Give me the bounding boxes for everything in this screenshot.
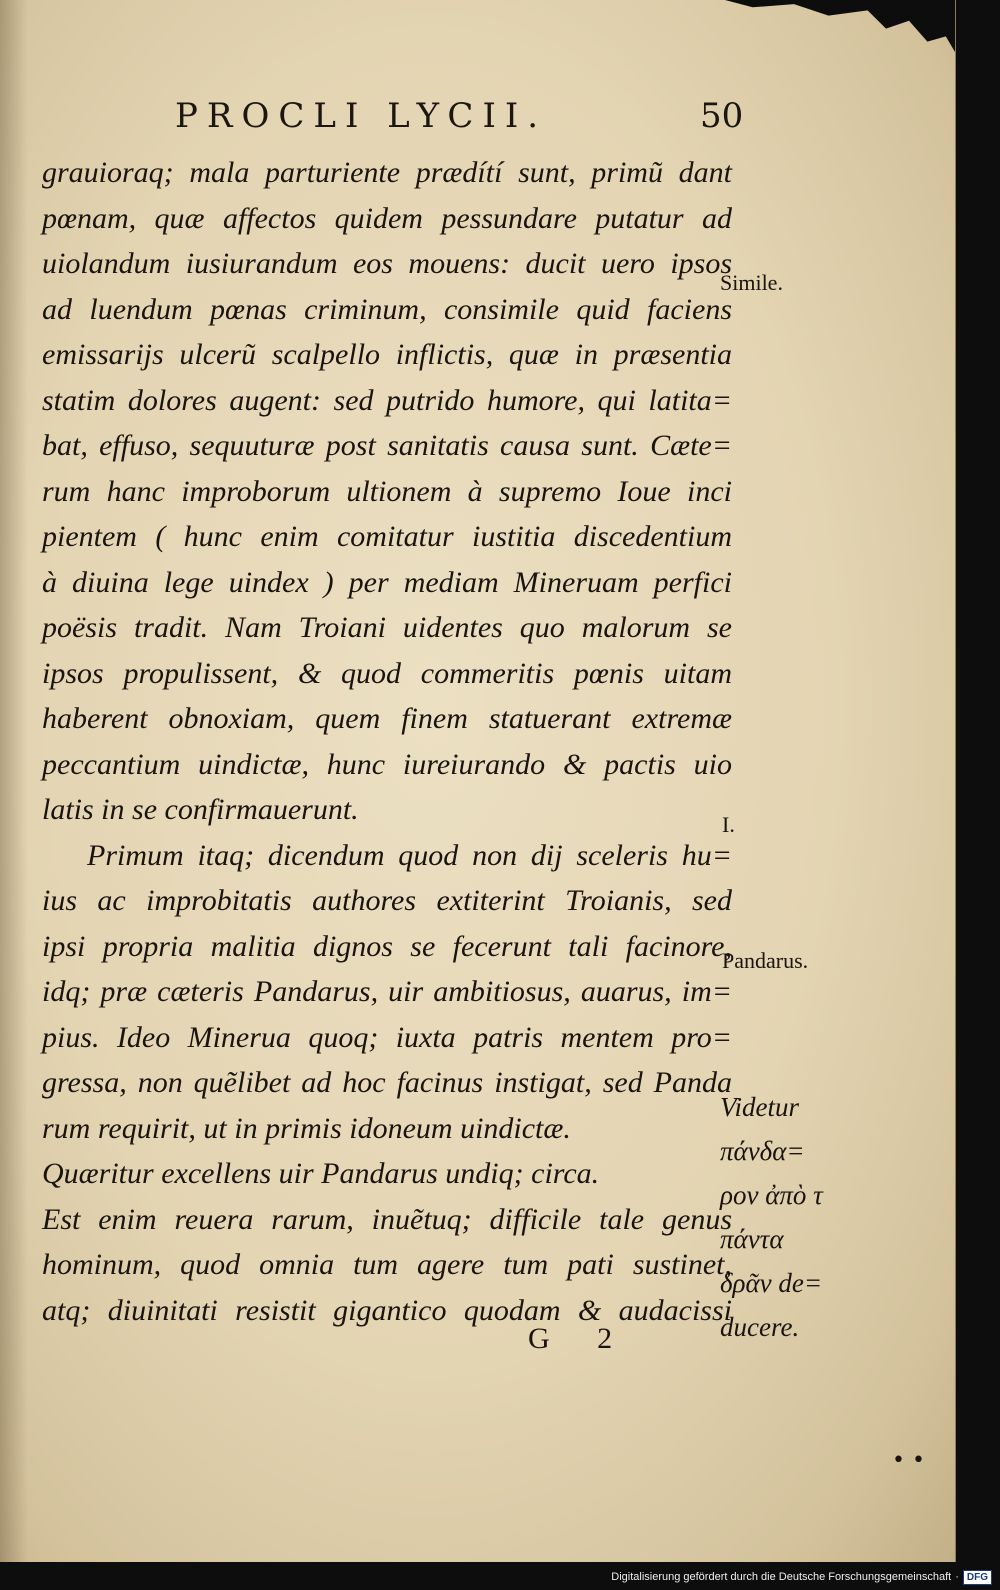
running-title: PROCLI LYCII. — [175, 96, 548, 136]
text-line: poësis tradit. Nam Troiani uidentes quo malorum se — [42, 611, 732, 644]
text-line: ipsos propulissent, & quod commeritis pœnis uitam — [42, 656, 732, 690]
margin-note-numeral: I. — [722, 812, 735, 837]
dfg-logo-icon: DFG — [963, 1570, 992, 1585]
text-line: haberent obnoxiam, quem finem statuerant extremæ — [42, 702, 732, 735]
text-line: rum hanc improborum ultionem à supremo Ioue inci — [42, 474, 732, 508]
text-line: pientem ( hunc enim comitatur iustitia discedentium — [42, 520, 732, 553]
text-line: pœnam, quæ affectos quidem pessundare putatur ad — [42, 201, 732, 235]
gloss-line: πάνδα= — [720, 1136, 805, 1166]
text-line: ipsi propria malitia dignos se fecerunt tali facinore, — [42, 929, 732, 963]
gloss-line: ducere. — [720, 1312, 800, 1342]
text-line: peccantium uindictæ, hunc iureiurando & pactis uio — [42, 747, 732, 781]
gloss-line: δρᾶν de= — [720, 1268, 823, 1298]
text-line: bat, effuso, sequuturæ post sanitatis causa sunt. Cæte= — [42, 429, 732, 462]
torn-corner — [725, 0, 955, 52]
ink-specks: • • — [892, 1448, 925, 1473]
text-line: hominum, quod omnia tum agere tum pati sustinet, — [42, 1248, 732, 1281]
text-line: ad luendum pœnas criminum, consimile quid faciens — [42, 292, 732, 326]
text-line: atq; diuinitati resistit gigantico quodam & audacissi — [42, 1293, 732, 1327]
text-line: à diuina lege uindex ) per mediam Mineruam perfici — [42, 565, 732, 599]
text-line: gressa, non quẽlibet ad hoc facinus instigat, sed Panda — [42, 1066, 732, 1099]
text-line: rum requirit, ut in primis idoneum uindictæ. — [42, 1111, 571, 1145]
digitization-footer — [611, 1567, 992, 1587]
text-line: Quæritur excellens uir Pandarus undiq; circa. — [42, 1157, 600, 1190]
footer-credit: Digitalisierung gefördert durch die Deutsche Forschungsgemeinschaft — [611, 1571, 952, 1583]
gloss-line: Videtur — [720, 1092, 799, 1122]
text-line: Est enim reuera rarum, inuẽtuq; difficile tale genus — [42, 1202, 732, 1236]
signature-mark: G 2 — [528, 1322, 633, 1355]
margin-note-greek-gloss — [720, 1085, 823, 1349]
margin-note-pandarus: Pandarus. — [722, 948, 809, 973]
text-line: statim dolores augent: sed putrido humore, qui latita= — [42, 383, 732, 417]
page-number: 50 — [700, 96, 744, 136]
text-line: Primum itaq; dicendum quod non dij sceleris hu= — [87, 838, 732, 872]
footer-separator: · — [955, 1571, 959, 1583]
text-line: pius. Ideo Minerua quoq; iuxta patris mentem pro= — [42, 1020, 732, 1054]
text-line: idq; præ cæteris Pandarus, uir ambitiosus, auarus, im= — [42, 975, 732, 1008]
text-line: latis in se confirmauerunt. — [42, 793, 359, 826]
text-line: grauioraq; mala parturiente prædítí sunt, primũ dant — [42, 156, 732, 189]
gloss-line: ρον ἀπὸ τ — [720, 1180, 823, 1210]
main-text-block — [42, 150, 732, 1333]
margin-note-simile: Simile. — [720, 270, 783, 295]
text-line: emissarijs ulcerũ scalpello inflictis, quæ in præsentia — [42, 338, 732, 371]
gloss-line: πάντα — [720, 1224, 784, 1254]
text-line: ius ac improbitatis authores extiterint Troianis, sed — [42, 884, 732, 917]
text-line: uiolandum iusiurandum eos mouens: ducit uero ipsos — [42, 247, 732, 280]
